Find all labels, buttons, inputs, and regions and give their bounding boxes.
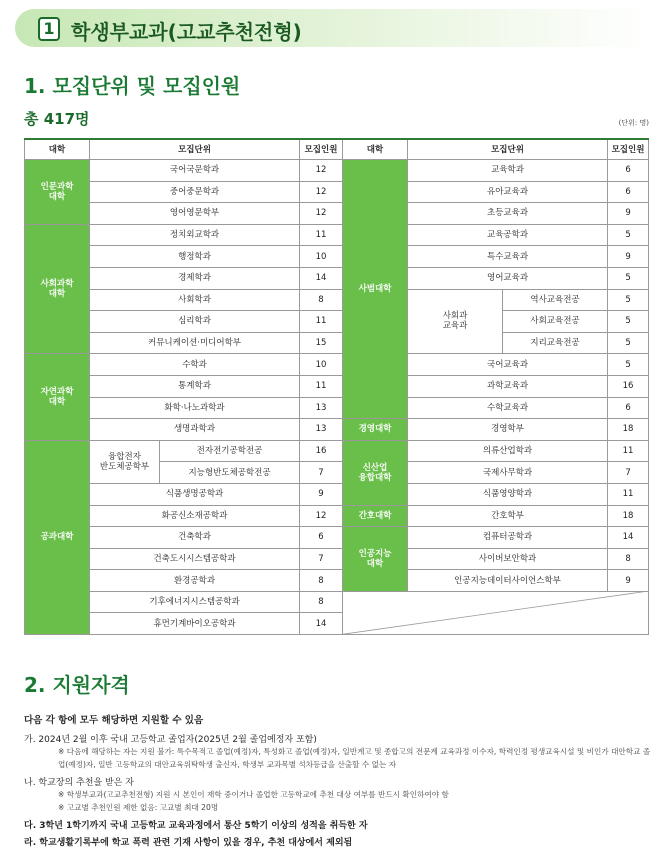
count-cell: 11 <box>608 440 649 462</box>
header-unit: 모집단위 <box>408 139 608 160</box>
eligibility-item: 나. 학교장의 추천을 받은 자 <box>24 778 134 788</box>
count-cell: 13 <box>300 419 343 441</box>
count-cell: 12 <box>300 505 343 527</box>
count-cell: 8 <box>608 548 649 570</box>
unit-cell: 전자전기공학전공 <box>160 440 300 462</box>
eligibility-section <box>24 712 654 848</box>
count-cell: 14 <box>300 267 343 289</box>
count-cell: 9 <box>300 483 343 505</box>
count-cell: 9 <box>608 203 649 225</box>
count-cell: 5 <box>608 332 649 354</box>
college-cell: 공과대학 <box>25 440 90 634</box>
unit-cell: 통계학과 <box>90 375 300 397</box>
table-row <box>25 181 649 203</box>
college-cell: 사회과학 대학 <box>25 224 90 354</box>
count-cell: 9 <box>608 246 649 268</box>
header-unit: 모집단위 <box>90 139 300 160</box>
unit-cell: 교육학과 <box>408 160 608 182</box>
header-college: 대학 <box>25 139 90 160</box>
count-cell: 7 <box>300 548 343 570</box>
unit-cell: 수학교육과 <box>408 397 608 419</box>
table-row <box>25 332 649 354</box>
table-row <box>25 289 649 311</box>
college-cell: 인문과학 대학 <box>25 160 90 225</box>
unit-cell: 지능형반도체공학전공 <box>160 462 300 484</box>
count-cell: 16 <box>608 375 649 397</box>
unit-cell: 식품영양학과 <box>408 483 608 505</box>
unit-cell: 정치외교학과 <box>90 224 300 246</box>
unit-cell: 국어교육과 <box>408 354 608 376</box>
count-cell: 7 <box>300 462 343 484</box>
unit-cell: 휴먼기계바이오공학과 <box>90 613 300 635</box>
unit-cell: 의류산업학과 <box>408 440 608 462</box>
eligibility-item: 가. 2024년 2월 이후 국내 고등학교 졸업자(2025년 2월 졸업예정자 포함) <box>24 735 317 745</box>
count-cell: 6 <box>608 160 649 182</box>
unit-cell: 국제사무학과 <box>408 462 608 484</box>
count-cell: 5 <box>608 311 649 333</box>
table-row <box>25 570 649 592</box>
header-row <box>25 139 649 160</box>
table-row <box>25 160 649 182</box>
college-cell: 사범대학 <box>343 160 408 419</box>
unit-cell: 특수교육과 <box>408 246 608 268</box>
count-cell: 8 <box>300 570 343 592</box>
count-cell: 8 <box>300 289 343 311</box>
college-cell: 간호대학 <box>343 505 408 527</box>
count-cell: 14 <box>608 527 649 549</box>
unit-cell: 영어교육과 <box>408 267 608 289</box>
table-row <box>25 527 649 549</box>
count-cell: 6 <box>300 527 343 549</box>
table-row <box>25 440 649 462</box>
count-cell: 11 <box>300 375 343 397</box>
unit-cell: 교육공학과 <box>408 224 608 246</box>
count-cell: 10 <box>300 246 343 268</box>
college-cell: 경영대학 <box>343 419 408 441</box>
eligibility-item: 다. 3학년 1학기까지 국내 고등학교 교육과정에서 통산 5학기 이상의 성적을 취득한 자 <box>24 821 368 831</box>
table-row <box>25 311 649 333</box>
section-banner <box>15 9 650 47</box>
group-cell: 융합전자 반도체공학부 <box>90 440 160 483</box>
unit-cell: 인공지능데이터사이언스학부 <box>408 570 608 592</box>
count-cell: 8 <box>300 591 343 613</box>
college-cell: 자연과학 대학 <box>25 354 90 440</box>
unit-cell: 간호학부 <box>408 505 608 527</box>
unit-cell: 컴퓨터공학과 <box>408 527 608 549</box>
unit-cell: 수학과 <box>90 354 300 376</box>
count-cell: 12 <box>300 203 343 225</box>
count-cell: 5 <box>608 224 649 246</box>
count-cell: 12 <box>300 181 343 203</box>
unit-cell: 중어중문학과 <box>90 181 300 203</box>
count-cell: 18 <box>608 419 649 441</box>
count-cell: 12 <box>300 160 343 182</box>
unit-cell: 사회학과 <box>90 289 300 311</box>
unit-cell: 경제학과 <box>90 267 300 289</box>
table-row <box>25 224 649 246</box>
count-cell: 18 <box>608 505 649 527</box>
unit-cell: 화학·나노과학과 <box>90 397 300 419</box>
college-cell: 인공지능 대학 <box>343 527 408 592</box>
table-row <box>25 419 649 441</box>
empty-cell-diagonal <box>343 591 649 634</box>
eligibility-lead: 다음 각 항에 모두 해당하면 지원할 수 있음 <box>24 715 204 726</box>
eligibility-note: ※ 다음에 해당하는 자는 지원 불가: 특수목적고 졸업(예정)자, 특성화고 졸업(예정)자, 일반계고 및 종합고의 전문계 교육과정 이수자, 학력인정 평생교육시설 및 비인가 대안학교 졸업(예정)자, 일반 고등학교의 대안교육위탁학생 출신자, 학생부 교과목별 석차등급을 산출할 수 없는 자 <box>58 747 651 769</box>
table-row <box>25 483 649 505</box>
count-cell: 14 <box>300 613 343 635</box>
unit-cell: 화공신소재공학과 <box>90 505 300 527</box>
count-cell: 16 <box>300 440 343 462</box>
count-cell: 9 <box>608 570 649 592</box>
count-cell: 11 <box>300 224 343 246</box>
unit-cell: 경영학부 <box>408 419 608 441</box>
unit-cell: 사회교육전공 <box>503 311 608 333</box>
table-row <box>25 267 649 289</box>
eligibility-note: ※ 고교별 추천인원 제한 없음: 고교별 최대 20명 <box>58 803 219 812</box>
admission-table <box>24 138 649 635</box>
group-cell: 사회과 교육과 <box>408 289 503 354</box>
count-cell: 5 <box>608 267 649 289</box>
unit-note: (단위: 명) <box>618 119 649 127</box>
table-row <box>25 246 649 268</box>
banner-title: 학생부교과(고교추천전형) <box>71 20 302 44</box>
total-count: 총 417명 <box>24 110 90 128</box>
unit-cell: 식품생명공학과 <box>90 483 300 505</box>
table-row <box>25 548 649 570</box>
section2-title: 2. 지원자격 <box>24 673 130 697</box>
unit-cell: 건축도시시스템공학과 <box>90 548 300 570</box>
table-row <box>25 354 649 376</box>
count-cell: 5 <box>608 289 649 311</box>
unit-cell: 생명과학과 <box>90 419 300 441</box>
unit-cell: 유아교육과 <box>408 181 608 203</box>
unit-cell: 심리학과 <box>90 311 300 333</box>
eligibility-note: ※ 학생부교과(고교추천전형) 지원 시 본인이 재학 중이거나 졸업한 고등학교에 추천 대상 여부를 반드시 확인하여야 함 <box>58 790 449 799</box>
unit-cell: 환경공학과 <box>90 570 300 592</box>
unit-cell: 사이버보안학과 <box>408 548 608 570</box>
banner-number: 1 <box>38 17 60 41</box>
table-row <box>25 203 649 225</box>
table-row <box>25 397 649 419</box>
unit-cell: 국어국문학과 <box>90 160 300 182</box>
count-cell: 5 <box>608 354 649 376</box>
eligibility-item: 라. 학교생활기록부에 학교 폭력 관련 기재 사항이 있을 경우, 추천 대상에서 제외됨 <box>24 838 353 848</box>
count-cell: 15 <box>300 332 343 354</box>
count-cell: 6 <box>608 397 649 419</box>
unit-cell: 행정학과 <box>90 246 300 268</box>
section1-title: 1. 모집단위 및 모집인원 <box>24 74 241 98</box>
unit-cell: 초등교육과 <box>408 203 608 225</box>
count-cell: 10 <box>300 354 343 376</box>
header-college: 대학 <box>343 139 408 160</box>
count-cell: 6 <box>608 181 649 203</box>
unit-cell: 커뮤니케이션·미디어학부 <box>90 332 300 354</box>
count-cell: 11 <box>608 483 649 505</box>
unit-cell: 지리교육전공 <box>503 332 608 354</box>
unit-cell: 영어영문학부 <box>90 203 300 225</box>
count-cell: 13 <box>300 397 343 419</box>
unit-cell: 과학교육과 <box>408 375 608 397</box>
table-row <box>25 505 649 527</box>
count-cell: 11 <box>300 311 343 333</box>
header-count: 모집인원 <box>608 139 649 160</box>
unit-cell: 기후에너지시스템공학과 <box>90 591 300 613</box>
count-cell: 7 <box>608 462 649 484</box>
table-row <box>25 375 649 397</box>
unit-cell: 건축학과 <box>90 527 300 549</box>
header-count: 모집인원 <box>300 139 343 160</box>
unit-cell: 역사교육전공 <box>503 289 608 311</box>
college-cell: 신산업 융합대학 <box>343 440 408 505</box>
